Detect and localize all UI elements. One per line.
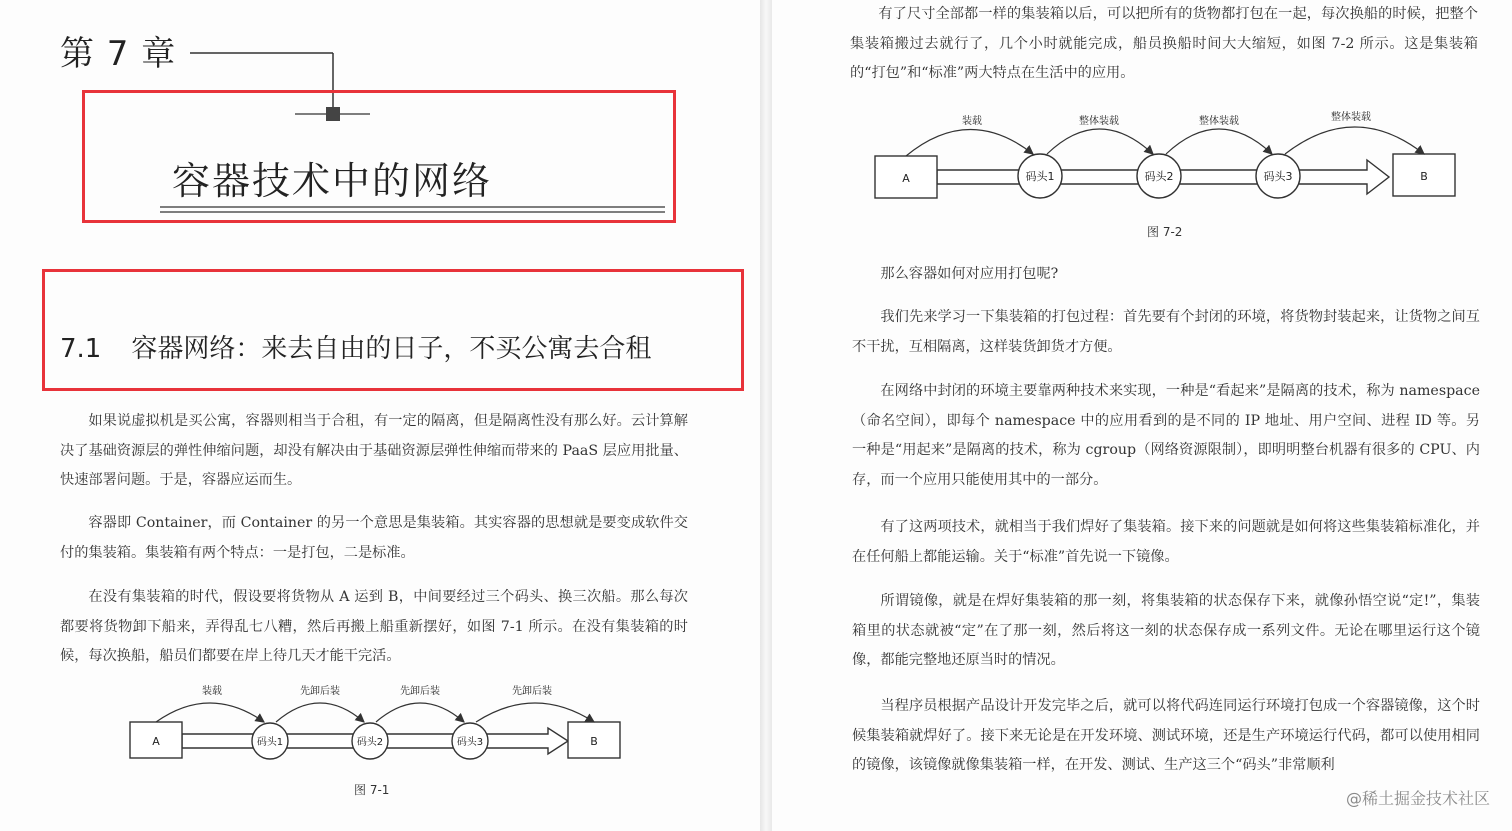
figure-7-1 <box>120 680 640 775</box>
figure-start-label: A <box>152 735 160 748</box>
arc-label: 整体装载 <box>1199 116 1239 127</box>
right-page <box>772 0 1512 831</box>
paragraph: 当程序员根据产品设计开发完毕之后，就可以将代码连同运行环境打包成一个容器镜像，这个时候集装箱就焊好了。接下来无论是在开发环境、测试环境，还是生产环境运行代码，都可以使用相同的镜像，该镜像就像集装箱一样，在开发、测试、生产这三个“码头”非常顺利 <box>852 698 1480 773</box>
watermark: @稀土掘金技术社区 <box>1345 789 1490 808</box>
arc-label: 先卸后装 <box>400 686 440 697</box>
dock-label: 码头2 <box>356 737 384 748</box>
paragraph: 在网络中封闭的环境主要靠两种技术来实现，一种是“看起来”是隔离的技术，称为 namespace（命名空间），即每个 namespace 中的应用看到的是不同的 IP 地址、用户空间、进程 ID 等。另一种是“用起来”是隔离的技术，称为 cgroup（网络资源限制），即明明整台机器有很多的 CPU、内存，而一个应用只能使用其中的一部分。 <box>852 383 1480 488</box>
paragraph: 如果说虚拟机是买公寓，容器则相当于合租，有一定的隔离，但是隔离性没有那么好。云计算解决了基础资源层的弹性伸缩问题，却没有解决由于基础资源层弹性伸缩而带来的 PaaS 层应用批量、快速部署问题。于是，容器应运而生。 <box>60 413 688 488</box>
dock-label: 码头1 <box>1025 170 1055 183</box>
figure-start-label: A <box>902 172 910 185</box>
arc-label: 装载 <box>962 116 982 127</box>
figure-7-2 <box>867 102 1467 207</box>
chapter-label: 第 7 章 <box>60 34 177 74</box>
dock-label: 码头2 <box>1144 170 1174 183</box>
dock-label: 码头3 <box>1263 170 1293 183</box>
paragraph: 那么容器如何对应用打包呢? <box>880 266 1059 282</box>
paragraph: 我们先来学习一下集装箱的打包过程：首先要有个封闭的环境，将货物封装起来，让货物之间互不干扰，互相隔离，这样装货卸货才方便。 <box>852 309 1480 355</box>
paragraph: 有了尺寸全部都一样的集装箱以后，可以把所有的货物都打包在一起，每次换船的时候，把整个集装箱搬过去就行了，几个小时就能完成，船员换船时间大大缩短，如图 7-2 所示。这是集装箱的“打包”和“标准”两大特点在生活中的应用。 <box>850 6 1478 81</box>
section-title-text: 容器网络：来去自由的日子，不买公寓去合租 <box>131 334 652 364</box>
figure-end-label: B <box>1420 170 1428 183</box>
arc-label: 整体装载 <box>1079 116 1119 127</box>
arc-label: 先卸后装 <box>512 686 552 697</box>
dock-label: 码头3 <box>456 737 484 748</box>
paragraph: 容器即 Container，而 Container 的另一个意思是集装箱。其实容器的思想就是要变成软件交付的集装箱。集装箱有两个特点：一是打包，二是标准。 <box>60 515 688 561</box>
dock-label: 码头1 <box>256 737 284 748</box>
arc-label: 整体装载 <box>1331 112 1371 123</box>
section-title <box>60 328 651 365</box>
book-gutter <box>760 0 772 831</box>
paragraph: 所谓镜像，就是在焊好集装箱的那一刻，将集装箱的状态保存下来，就像孙悟空说“定!”，集装箱里的状态就被“定”在了那一刻，然后将这一刻的状态保存成一系列文件。无论在哪里运行这个镜像，都能完整地还原当时的情况。 <box>852 593 1480 668</box>
arc-label: 装载 <box>202 686 222 697</box>
figure-end-label: B <box>590 735 598 748</box>
paragraph: 在没有集装箱的时代，假设要将货物从 A 运到 B，中间要经过三个码头、换三次船。那么每次都要将货物卸下船来，弄得乱七八糟，然后再搬上船重新摆好，如图 7-1 所示。在没有集装箱的时候，每次换船，船员们都要在岸上待几天才能干完活。 <box>60 589 688 664</box>
chapter-title: 容器技术中的网络 <box>172 159 493 203</box>
section-number: 7.1 <box>60 334 102 364</box>
paragraph: 有了这两项技术，就相当于我们焊好了集装箱。接下来的问题就是如何将这些集装箱标准化，并在任何船上都能运输。关于“标准”首先说一下镜像。 <box>852 519 1480 565</box>
figure-caption: 图 7-1 <box>354 783 390 797</box>
figure-caption: 图 7-2 <box>1147 225 1183 239</box>
arc-label: 先卸后装 <box>300 686 340 697</box>
